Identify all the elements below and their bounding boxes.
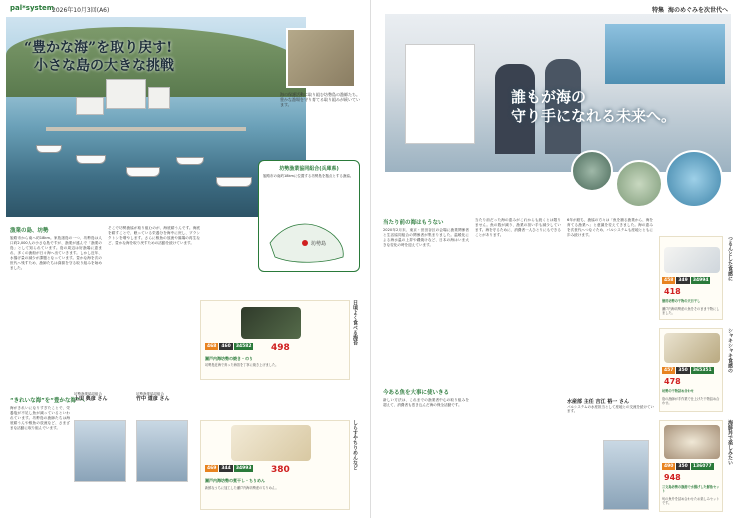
price: 498 <box>271 343 290 353</box>
product-desc: 島の漁師が手作業で仕上げた干物詰め合わせ。 <box>662 397 720 405</box>
order-code: 349 <box>678 278 688 283</box>
product-card[interactable] <box>659 236 723 320</box>
order-code: 34582 <box>235 344 252 349</box>
product-tagline: シャキシャキ食感の <box>727 328 733 373</box>
body-text: 6年が経ち、漁協の方々は「魚を捕る漁業から、海を育てる漁業へ」と意識を変えてきました。海の恵みを次世代へつなぐため、パルシステムも産地とともに歩み続けます。 <box>567 218 653 237</box>
brand-logo: pal*system <box>10 4 55 12</box>
order-code: 460 <box>221 344 231 349</box>
product-photo <box>241 307 301 339</box>
feature-headline <box>511 88 676 126</box>
product-photo <box>664 333 720 363</box>
product-desc: 新鮮なうちに加工した瀬戸内海坊勢産のちりめん。 <box>205 486 279 490</box>
order-codes <box>662 463 714 470</box>
product-tagline: 海鮮丼で楽しみたい <box>727 420 733 465</box>
fishing-boat <box>76 155 106 164</box>
staff-caption: パルシステムの水産担当として産地との交流を続けています。 <box>567 404 655 413</box>
product-card[interactable] <box>200 300 350 380</box>
map-title: 坊勢漁業協同組合(兵庫県) <box>279 166 339 172</box>
order-code: 490 <box>664 464 674 469</box>
person-name: 上田 典彦 さん <box>74 395 108 402</box>
product-desc: 旬の魚介を詰め合わせたお楽しみセットです。 <box>662 497 720 505</box>
right-page <box>370 0 740 518</box>
headline-line-1: “豊かな海”を取り戻す! <box>24 40 173 56</box>
product-tagline: 日頃よく食べる海苔 <box>352 300 358 345</box>
person-name: 竹中 道彦 さん <box>136 395 170 402</box>
order-code: 458 <box>664 278 674 283</box>
order-code: 457 <box>664 368 674 373</box>
order-code: 469 <box>207 466 217 471</box>
order-code: 350 <box>678 464 688 469</box>
seaweed-photo <box>615 160 663 208</box>
product-name: 三文島坊勢の漁港で水揚げした鮮魚セット <box>662 485 720 493</box>
order-codes <box>205 465 253 472</box>
page-header <box>52 5 109 14</box>
body-text: 2020年2月末、東京・世田谷区の会場に漁業関係者と生活協同組合の関係者が集まりました。温暖化による海水温の上昇や磯焼けなど、日本の海はいま大きな変化の時を迎えています。 <box>383 228 469 247</box>
sea-photo <box>605 24 725 84</box>
staff-card <box>567 400 655 414</box>
body-text: そこで坊勢漁協が取り組むのが、海底耕うんです。海底を耕すことで、眠っている栄養分を海中に戻し、プランクトンを増やします。さらに稚魚の放流や藻場の再生など、豊かな海を取り戻すための活動を続けています。 <box>108 226 200 245</box>
product-card[interactable] <box>659 328 723 412</box>
order-code: 468 <box>207 344 217 349</box>
product-tagline: つるんとした食感に <box>727 236 733 281</box>
order-code: 365351 <box>692 368 712 373</box>
feature-label: 特集 <box>651 7 664 14</box>
body-text: 当たり前だった海の恵みがこれからも続くとは限りません。魚の数が減り、漁業の担い手も減少しています。海を守るために、消費者一人ひとりにもできることがあります。 <box>475 218 561 237</box>
fishing-boat <box>216 177 252 187</box>
pier <box>46 127 246 131</box>
price: 478 <box>664 377 681 386</box>
building <box>148 87 170 109</box>
product-name: 瀬戸内海坊勢の煮干し・ちりめん <box>205 478 265 483</box>
section-heading: 当たり前の海はもうない <box>383 220 444 226</box>
order-code: 34994 <box>692 278 709 283</box>
person-card <box>74 392 132 401</box>
price: 380 <box>271 465 290 475</box>
banner <box>405 44 475 144</box>
product-name: 瀬戸内海坊勢の焼き・のり <box>205 356 253 361</box>
person-role: 坊勢漁業協同組合 <box>136 392 164 396</box>
coral-photo <box>665 150 723 208</box>
product-name: 徳用坊勢の干物の天日干し <box>662 299 701 303</box>
fishing-boat <box>126 167 160 177</box>
price: 948 <box>664 473 681 482</box>
product-desc: 坊勢島近海で育った海苔を丁寧に焼き上げました。 <box>205 363 279 367</box>
map-text: 姫路市の南約18kmに位置する坊勢島を拠点とする漁協。 <box>263 174 354 178</box>
product-photo <box>664 425 720 459</box>
page-header <box>652 5 728 14</box>
body-text: 姫路市から南へ約18km。家島諸島の一つ、坊勢島は人口約2,000人の小さな島ですが、漁業が盛んで「漁業の島」として知られています。島の周辺は好漁場に恵まれ、多くの漁船が日々海へ出ていきます。しかし近年、水揚げ量の減少が課題となっています。豊かな海を次の世代へ残すため、漁師たちは資源を守る取り組みを始めました。 <box>10 236 102 270</box>
shellfish-photo <box>571 150 613 192</box>
order-codes <box>662 277 710 284</box>
order-code: 136077 <box>692 464 712 469</box>
order-codes <box>205 343 253 350</box>
headline <box>24 39 174 75</box>
map-box <box>258 160 360 272</box>
building <box>106 79 146 109</box>
person-photo <box>136 420 188 482</box>
product-desc: 瀬戸内海坊勢産の魚をそのまま干物にしました。 <box>662 307 720 315</box>
section-heading: 今ある魚を大事に使いきる <box>383 390 450 396</box>
product-card[interactable] <box>200 420 350 510</box>
product-tagline: しらすやちりめんなど <box>352 420 358 470</box>
map-label: 坊勢島 <box>311 241 327 247</box>
order-codes <box>662 367 714 374</box>
headline-line-1: 誰もが海の <box>511 88 587 106</box>
person-role: 坊勢漁業協同組合 <box>74 392 102 396</box>
photo-caption: 海の保護活動に取り組む坊勢島の漁師たち。豊かな漁場を守り育てる取り組みが続いています。 <box>280 92 360 107</box>
person-card <box>136 392 194 401</box>
product-photo <box>231 425 311 461</box>
order-code: 34993 <box>235 466 252 471</box>
series-title: 海のめぐみを次世代へ <box>667 7 728 14</box>
staff-photo <box>603 440 649 510</box>
section-heading: “きれいな海”を“豊かな海”へ <box>10 398 85 404</box>
order-code: 350 <box>678 368 688 373</box>
staff-name: 水産部 主任 吉江 裕一 さん <box>567 399 629 405</box>
fishing-boat <box>36 145 62 153</box>
product-name: 坊勢の干物詰め合わせ <box>662 389 694 393</box>
headline-line-2: 守り手になれる未来へ。 <box>511 107 677 125</box>
price: 418 <box>664 287 681 296</box>
product-card[interactable] <box>659 420 723 512</box>
order-code: 344 <box>221 466 231 471</box>
headline-line-2: 小さな島の大きな挑戦 <box>34 58 174 74</box>
person-photo <box>74 420 126 482</box>
fishing-boat <box>176 157 204 165</box>
map-illustration <box>265 213 355 269</box>
body-text: 新しい方法は、これまでの漁業者中心の取り組みを超えて、消費者も巻き込んだ海の保全活動です。 <box>383 398 469 407</box>
product-photo <box>664 247 720 273</box>
issue-date: 2026年10月3回(A6) <box>52 7 110 14</box>
section-heading: 漁業の島、坊勢 <box>10 228 49 234</box>
fisher-photo <box>286 28 356 88</box>
building <box>76 97 104 115</box>
body-text: 海がきれいになりすぎたことで、栄養塩が不足し魚が減っているといわれています。坊勢島の漁師たちは海底耕うんや稚魚の放流など、さまざまな活動に取り組んでいます。 <box>10 406 70 430</box>
